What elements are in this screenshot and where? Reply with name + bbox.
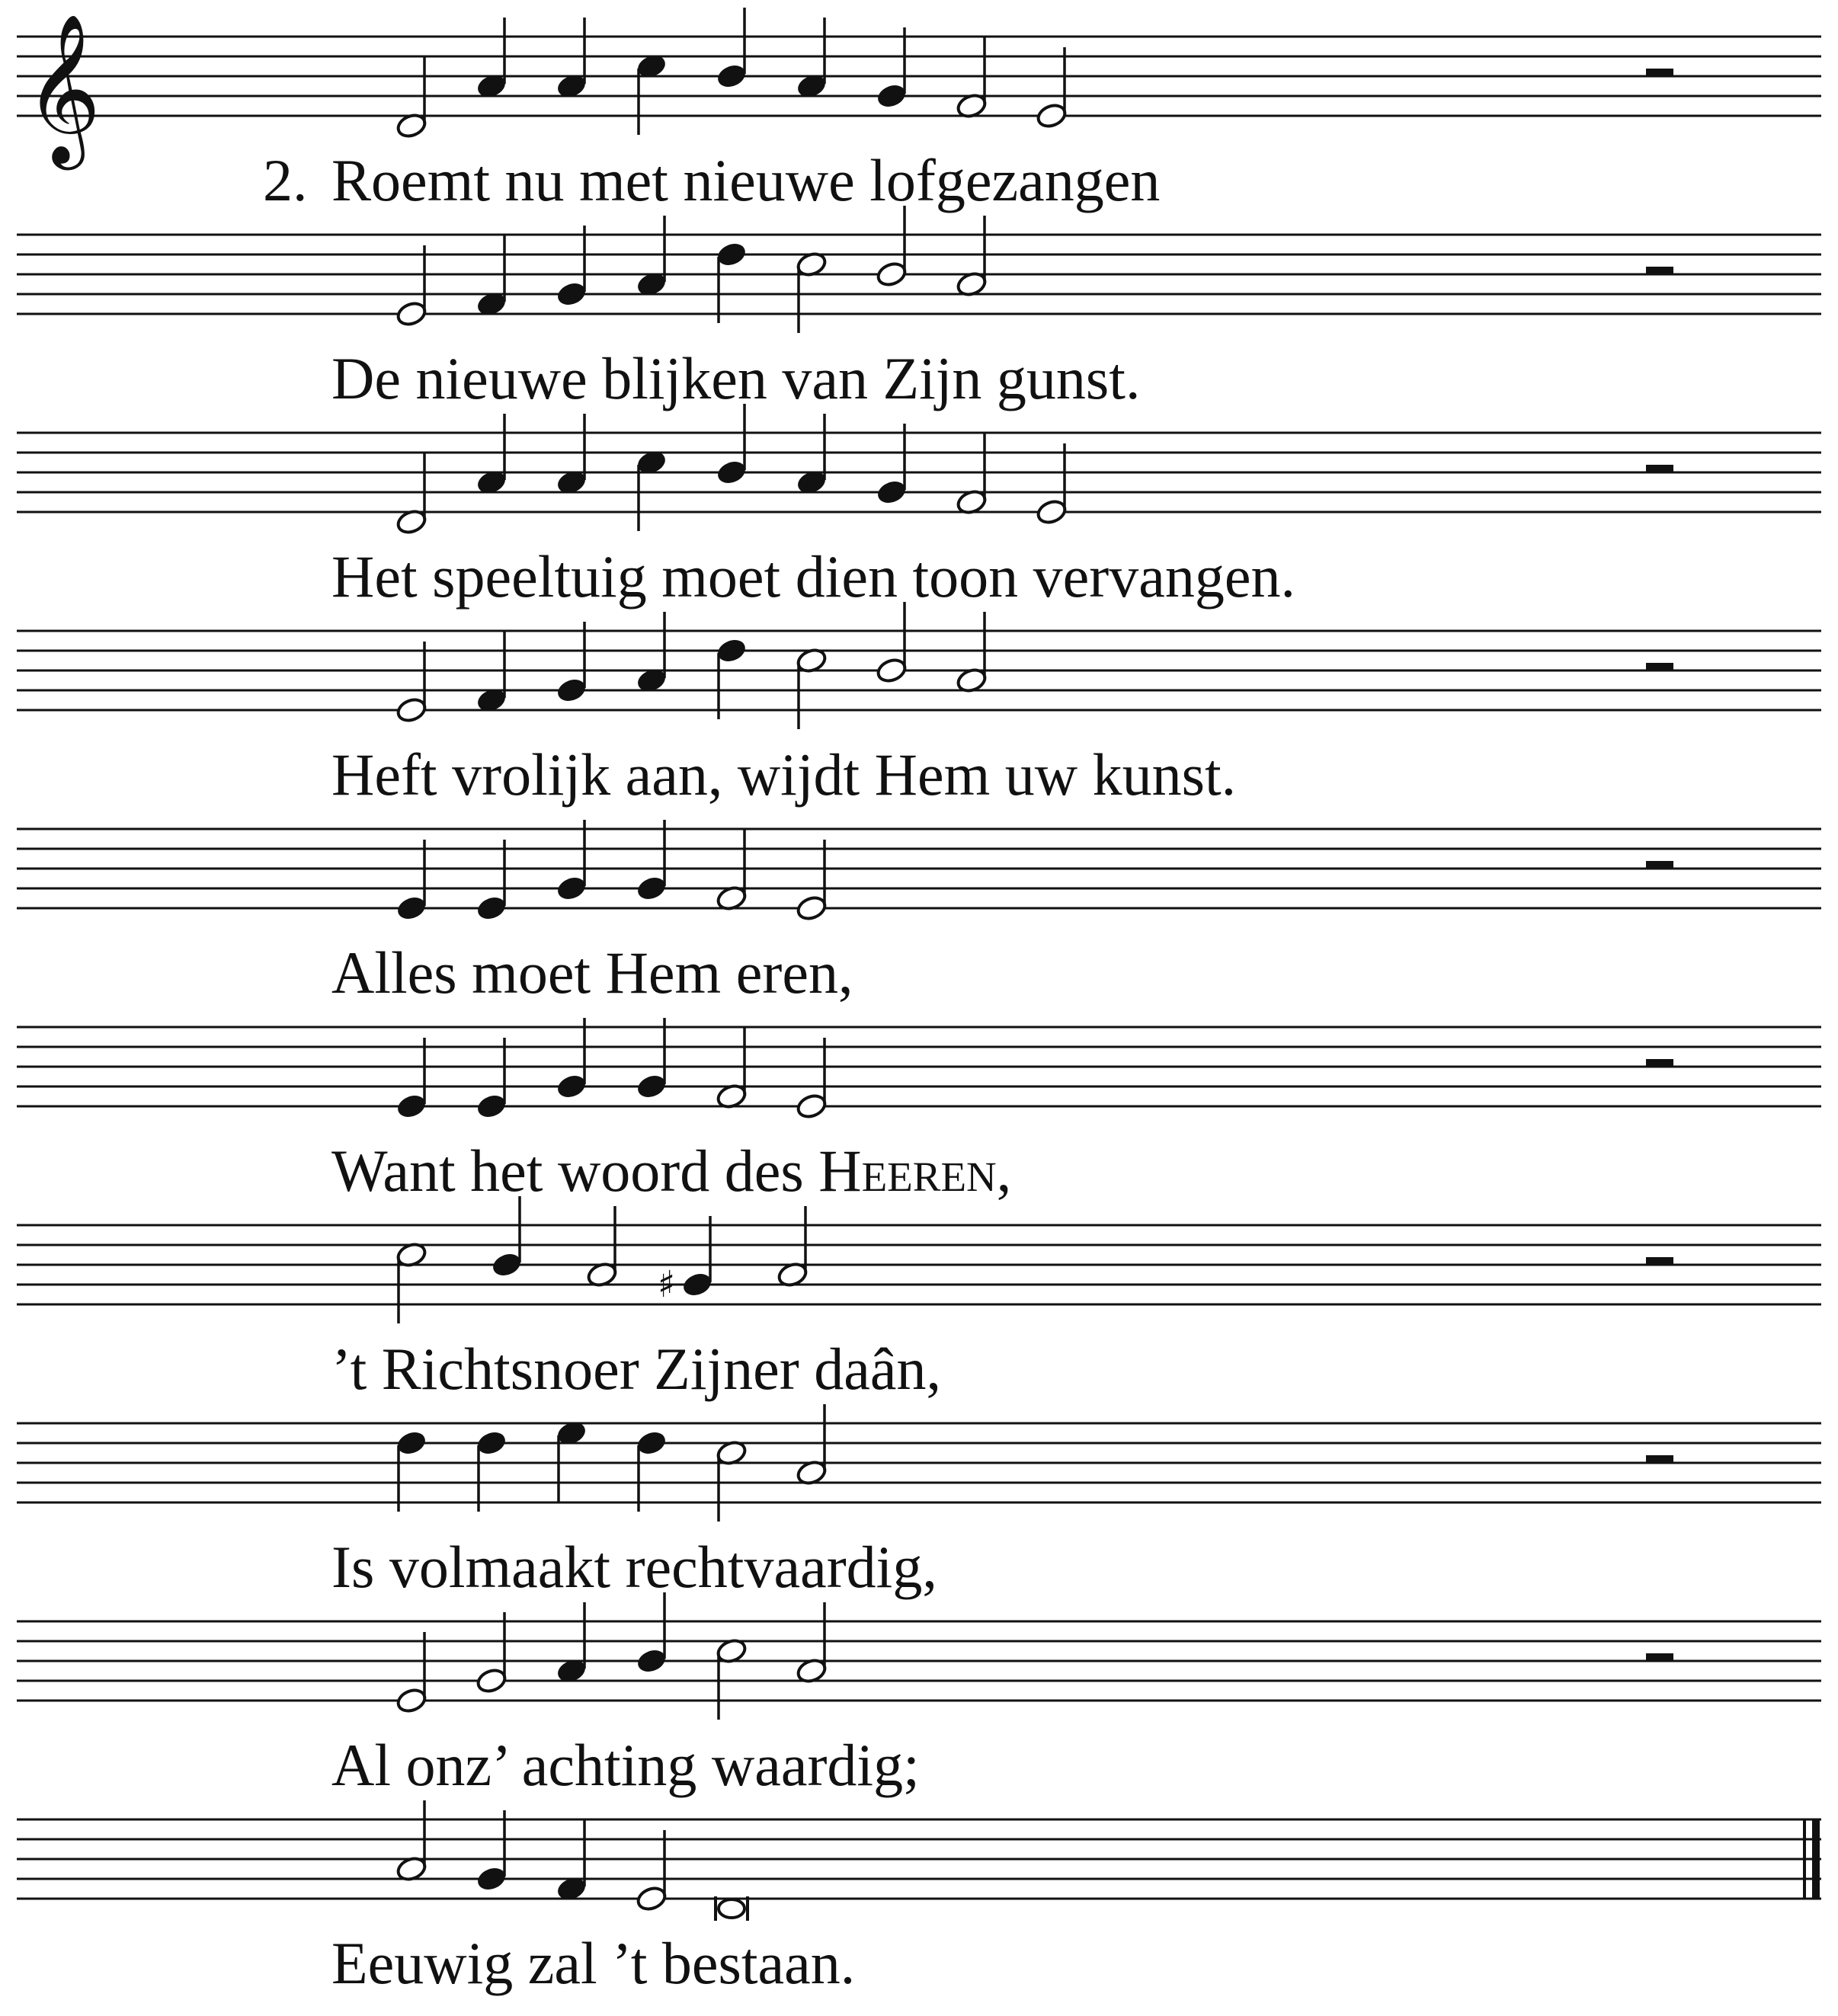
note [716, 8, 748, 90]
note [476, 632, 508, 714]
note [476, 235, 508, 318]
note [395, 1038, 428, 1120]
lyric-line-4: Heft vrolijk aan, wijdt Hem uw kunst. [331, 741, 1237, 808]
note [395, 57, 428, 139]
staves [17, 8, 1821, 1921]
notehead [796, 894, 828, 923]
note [716, 1439, 748, 1522]
notehead [719, 1899, 744, 1918]
notehead [636, 1885, 668, 1913]
note [876, 206, 908, 288]
half-rest-icon [1646, 861, 1673, 869]
note [556, 1018, 588, 1100]
note [395, 840, 428, 922]
note [476, 840, 508, 922]
lyric-line-10: Eeuwig zal ’t bestaan. [331, 1930, 856, 1996]
note [556, 18, 588, 100]
note [636, 53, 668, 135]
note [796, 251, 828, 333]
notehead [395, 1429, 428, 1458]
note [395, 1632, 428, 1714]
half-rest-icon [1646, 1059, 1673, 1067]
notehead [491, 1251, 524, 1279]
lyric-line-3: Het speeltuig moet dien toon vervangen. [331, 543, 1295, 610]
note [556, 1820, 588, 1902]
note [716, 637, 748, 719]
note [636, 1429, 668, 1512]
note [476, 1429, 508, 1512]
staff-10 [17, 1800, 1821, 1921]
note [395, 1800, 428, 1883]
verse-number: 2. [263, 147, 308, 213]
notehead [681, 1271, 714, 1299]
note [556, 622, 588, 704]
note [395, 1241, 428, 1323]
note [395, 245, 428, 328]
notehead [716, 637, 748, 665]
note [796, 647, 828, 729]
notehead [796, 1093, 828, 1121]
note [796, 414, 828, 496]
note [716, 1637, 748, 1720]
note [556, 1419, 588, 1502]
staff-4 [17, 602, 1821, 729]
note [636, 1592, 668, 1675]
note [491, 1196, 524, 1278]
note [716, 830, 748, 912]
note [716, 1896, 748, 1921]
half-rest-icon [1646, 1455, 1673, 1463]
note [586, 1206, 619, 1288]
notehead [716, 459, 748, 487]
note [636, 216, 668, 298]
staff-1 [17, 8, 1821, 170]
notehead [556, 677, 588, 705]
notehead [636, 1073, 668, 1101]
lyric-line-6-a: Want het woord des [331, 1138, 819, 1204]
note [395, 453, 428, 536]
notehead [876, 657, 908, 685]
half-rest-icon [1646, 663, 1673, 670]
note [777, 1206, 809, 1288]
staff-8 [17, 1404, 1821, 1522]
lyric-line-1: Roemt nu met nieuwe lofgezangen [331, 147, 1161, 213]
notehead [1036, 498, 1068, 526]
notehead [395, 894, 428, 923]
half-rest-icon [1646, 1653, 1673, 1661]
note [716, 1028, 748, 1110]
lyric-line-6 [331, 1138, 1012, 1204]
note [476, 18, 508, 100]
notehead [556, 1073, 588, 1101]
note [1036, 443, 1068, 526]
staff-5 [17, 820, 1821, 922]
notehead [716, 62, 748, 91]
notehead [556, 280, 588, 309]
note [658, 1216, 713, 1306]
half-rest-icon [1646, 465, 1673, 472]
note [556, 1602, 588, 1685]
notehead [476, 894, 508, 923]
lyric-line-8: Is volmaakt rechtvaardig, [331, 1534, 937, 1600]
notehead [476, 1093, 508, 1121]
note [556, 226, 588, 308]
notehead [1036, 102, 1068, 130]
lyric-line-9: Al onz’ achting waardig; [331, 1732, 920, 1798]
note [636, 1830, 668, 1912]
lyric-line-7: ’t Richtsnoer Zijner daân, [331, 1336, 941, 1402]
staff-6 [17, 1018, 1821, 1120]
notehead [476, 1429, 508, 1458]
notehead [876, 478, 908, 507]
note [796, 1038, 828, 1120]
notehead [395, 300, 428, 328]
note [476, 414, 508, 496]
note [876, 424, 908, 506]
note [636, 449, 668, 531]
notehead [636, 875, 668, 903]
half-rest-icon [1646, 69, 1673, 76]
note [716, 404, 748, 486]
half-rest-icon [1646, 267, 1673, 274]
note [956, 37, 988, 120]
lyric-line-5: Alles moet Hem eren, [331, 939, 853, 1006]
note [476, 1038, 508, 1120]
note [716, 241, 748, 323]
sharp-icon: ♯ [658, 1263, 676, 1306]
note [796, 1404, 828, 1486]
note [876, 27, 908, 110]
notehead [636, 1429, 668, 1458]
note [796, 18, 828, 100]
note [476, 1612, 508, 1694]
note [395, 1429, 428, 1512]
notehead [876, 82, 908, 110]
note [395, 642, 428, 724]
note [556, 414, 588, 496]
note [956, 434, 988, 516]
notehead [556, 875, 588, 903]
note [636, 612, 668, 694]
staff-7 [17, 1196, 1821, 1323]
half-rest-icon [1646, 1257, 1673, 1265]
treble-clef-icon: 𝄞 [24, 13, 101, 164]
staff-9 [17, 1592, 1821, 1720]
notehead [636, 1647, 668, 1675]
notehead [876, 261, 908, 289]
staff-3 [17, 404, 1821, 536]
final-barline-thick [1812, 1819, 1820, 1899]
note [796, 1602, 828, 1685]
notehead [395, 1093, 428, 1121]
note [956, 216, 988, 298]
lyric-line-6-lord: Heeren [818, 1138, 997, 1204]
note [1036, 47, 1068, 130]
note [956, 612, 988, 694]
notehead [476, 1865, 508, 1893]
notehead [395, 696, 428, 725]
notehead [395, 1687, 428, 1715]
note [636, 820, 668, 902]
lyric-line-6-c: , [996, 1138, 1012, 1204]
note [876, 602, 908, 684]
staff-2 [17, 206, 1821, 333]
note [476, 1810, 508, 1893]
note [636, 1018, 668, 1100]
note [556, 820, 588, 902]
notehead [716, 241, 748, 269]
lyric-line-2: De nieuwe blijken van Zijn gunst. [331, 345, 1141, 411]
notehead [476, 1667, 508, 1695]
note [796, 840, 828, 922]
